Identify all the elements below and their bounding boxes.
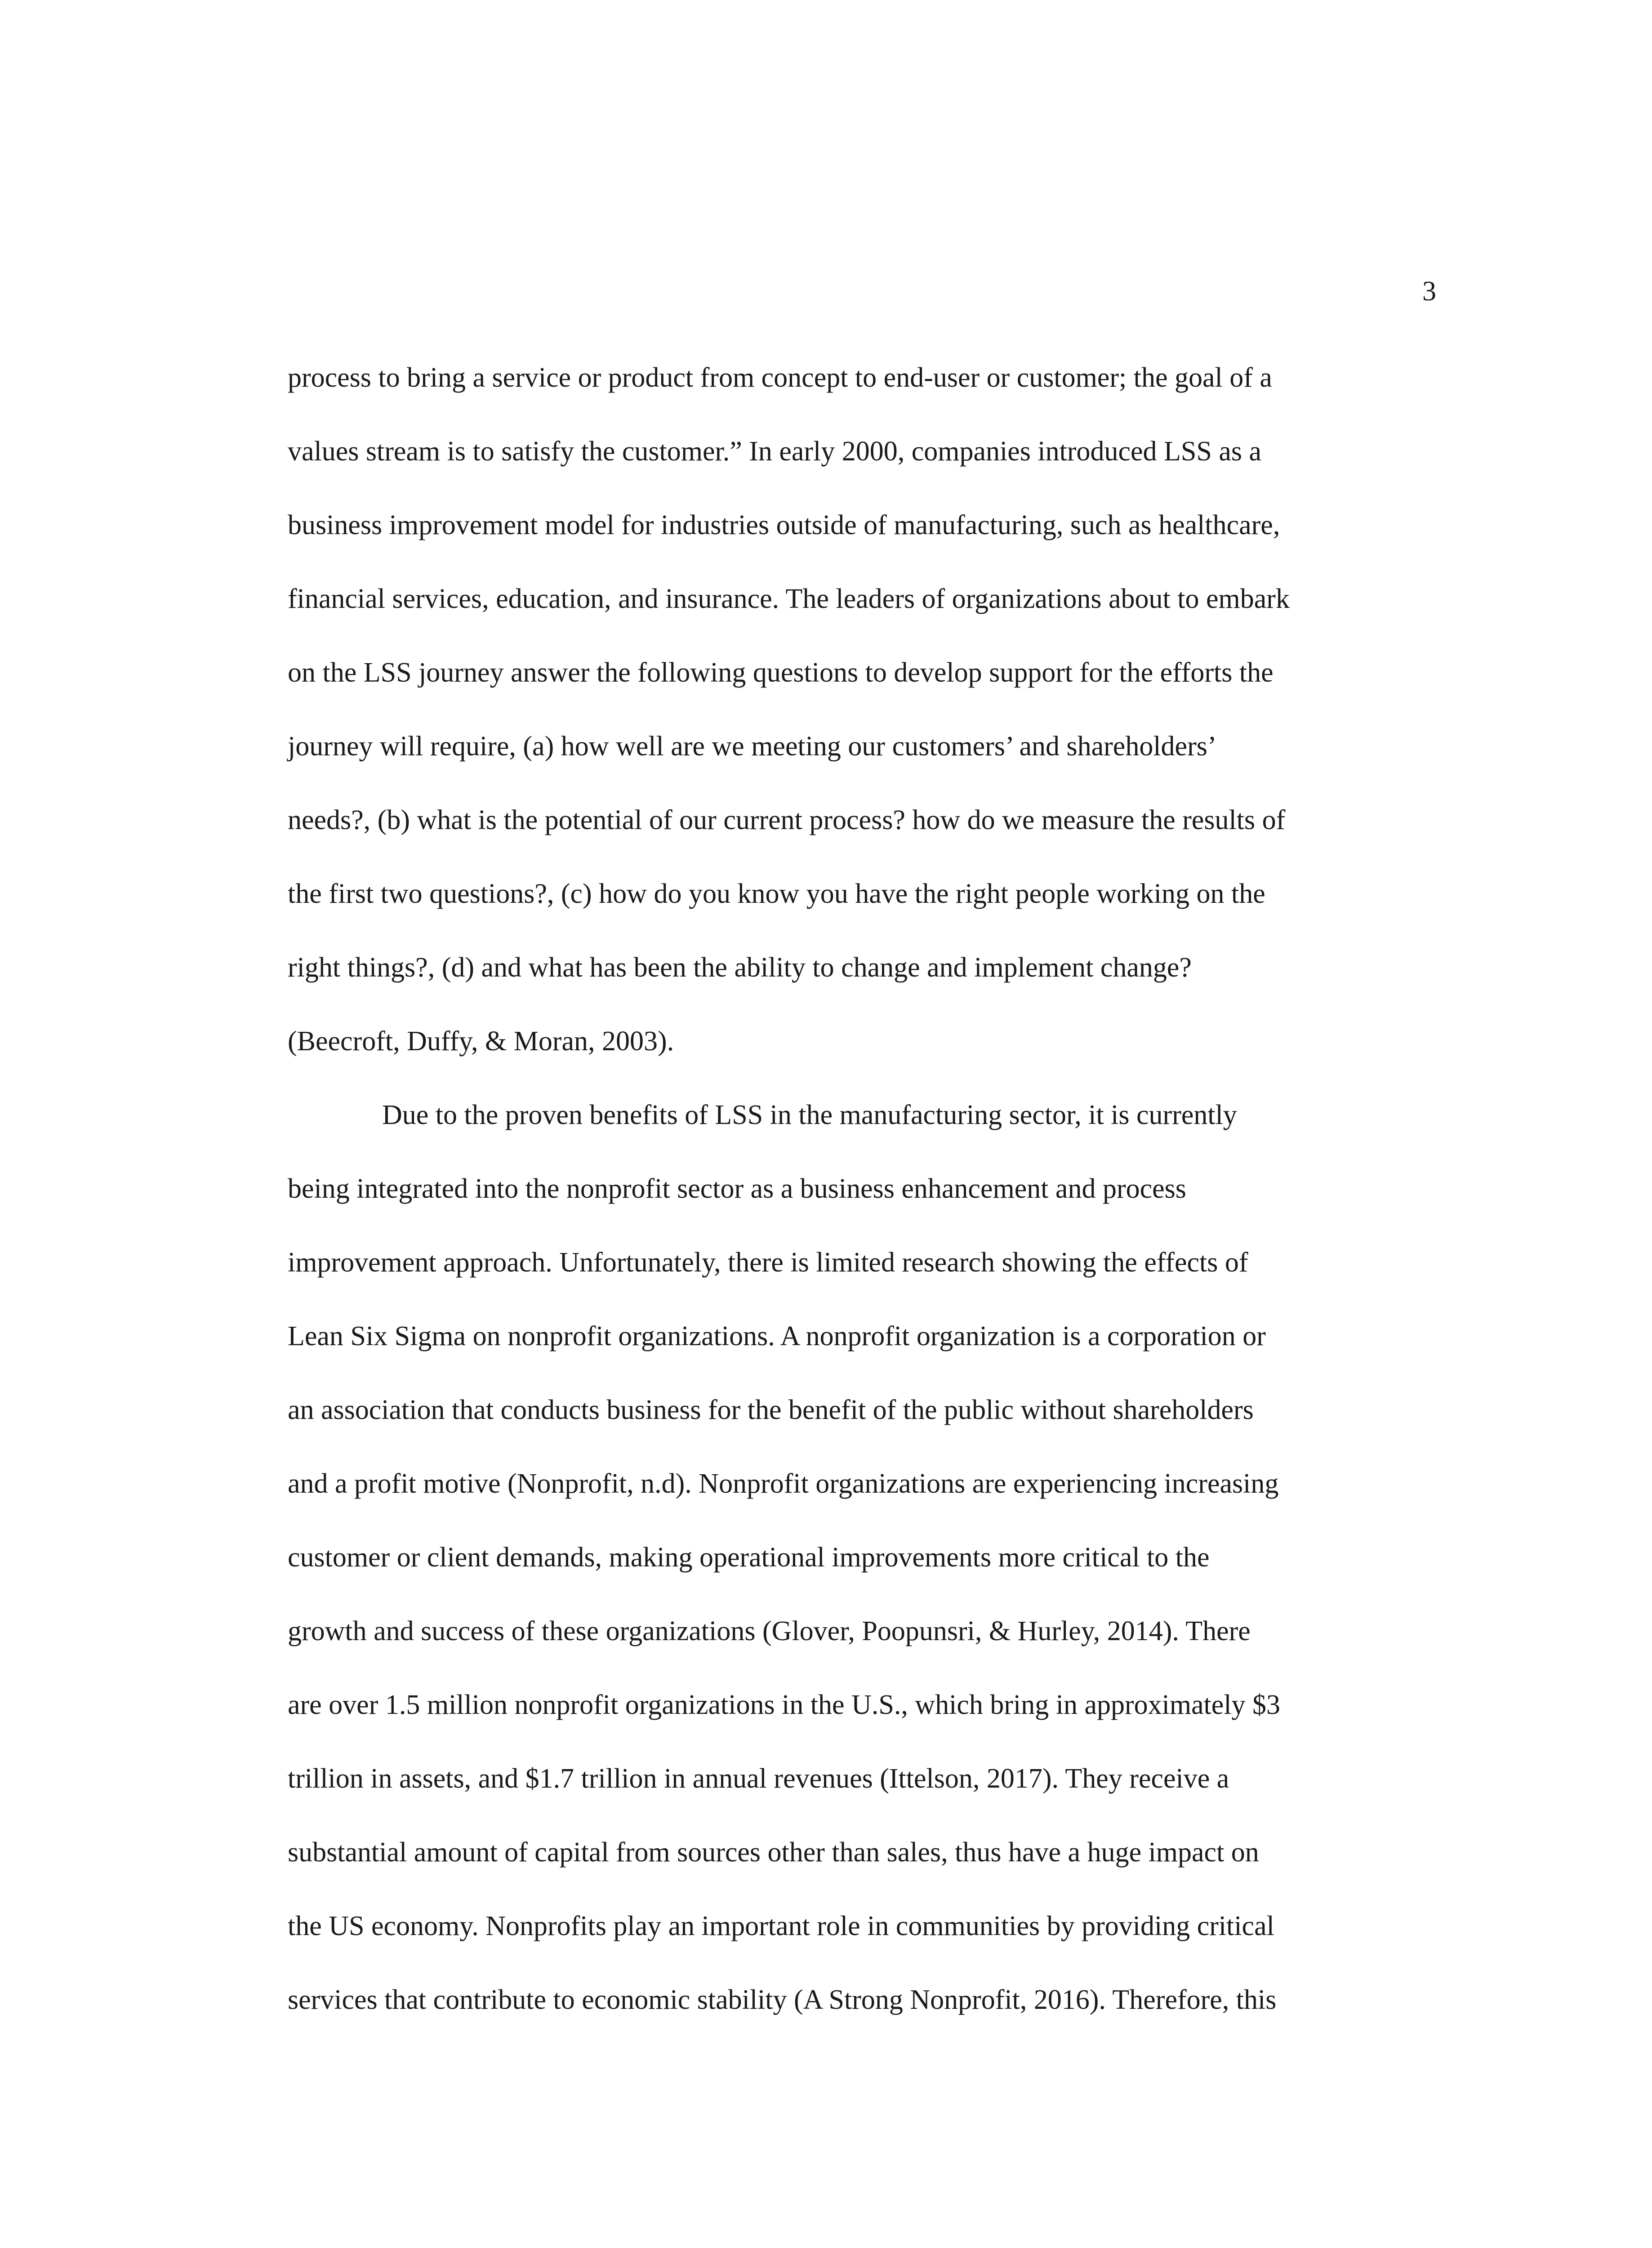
text-line: the first two questions?, (c) how do you know you have the right people working on the xyxy=(288,879,1265,909)
text-line: journey will require, (a) how well are we meeting our customers’ and shareholders’ xyxy=(288,731,1217,762)
text-line: being integrated into the nonprofit sector as a business enhancement and process xyxy=(288,1173,1186,1204)
text-line: financial services, education, and insurance. The leaders of organizations about to embark xyxy=(288,584,1290,614)
text-line: and a profit motive (Nonprofit, n.d). Nonprofit organizations are experiencing increasing xyxy=(288,1468,1279,1499)
text-line: right things?, (d) and what has been the ability to change and implement change? xyxy=(288,952,1192,983)
text-line: improvement approach. Unfortunately, there is limited research showing the effects of xyxy=(288,1247,1248,1278)
text-line: are over 1.5 million nonprofit organizations in the U.S., which bring in approximately $3 xyxy=(288,1690,1281,1720)
text-line: services that contribute to economic stability (A Strong Nonprofit, 2016). Therefore, this xyxy=(288,1985,1277,2015)
text-line: substantial amount of capital from sources other than sales, thus have a huge impact on xyxy=(288,1837,1259,1868)
text-line: (Beecroft, Duffy, & Moran, 2003). xyxy=(288,1026,674,1057)
paragraph-2 xyxy=(288,1097,1438,2056)
text-line: process to bring a service or product from concept to end-user or customer; the goal of a xyxy=(288,362,1272,393)
document-body xyxy=(288,360,1438,2056)
text-line: customer or client demands, making operational improvements more critical to the xyxy=(288,1542,1210,1573)
text-line: an association that conducts business for the benefit of the public without shareholders xyxy=(288,1395,1254,1425)
paragraph-1 xyxy=(288,360,1438,1097)
text-line: business improvement model for industries outside of manufacturing, such as healthcare, xyxy=(288,510,1280,540)
text-line: values stream is to satisfy the customer.” In early 2000, companies introduced LSS as a xyxy=(288,436,1262,467)
text-line: trillion in assets, and $1.7 trillion in annual revenues (Ittelson, 2017). They receive a xyxy=(288,1763,1229,1794)
text-line: Due to the proven benefits of LSS in the manufacturing sector, it is currently xyxy=(382,1100,1237,1130)
text-line: growth and success of these organizations (Glover, Poopunsri, & Hurley, 2014). There xyxy=(288,1616,1251,1646)
page-number: 3 xyxy=(1422,276,1436,307)
text-line: on the LSS journey answer the following questions to develop support for the efforts the xyxy=(288,657,1274,688)
text-line: Lean Six Sigma on nonprofit organizations. A nonprofit organization is a corporation or xyxy=(288,1321,1266,1351)
text-line: needs?, (b) what is the potential of our current process? how do we measure the results of xyxy=(288,805,1286,835)
text-line: the US economy. Nonprofits play an important role in communities by providing critical xyxy=(288,1911,1274,1941)
